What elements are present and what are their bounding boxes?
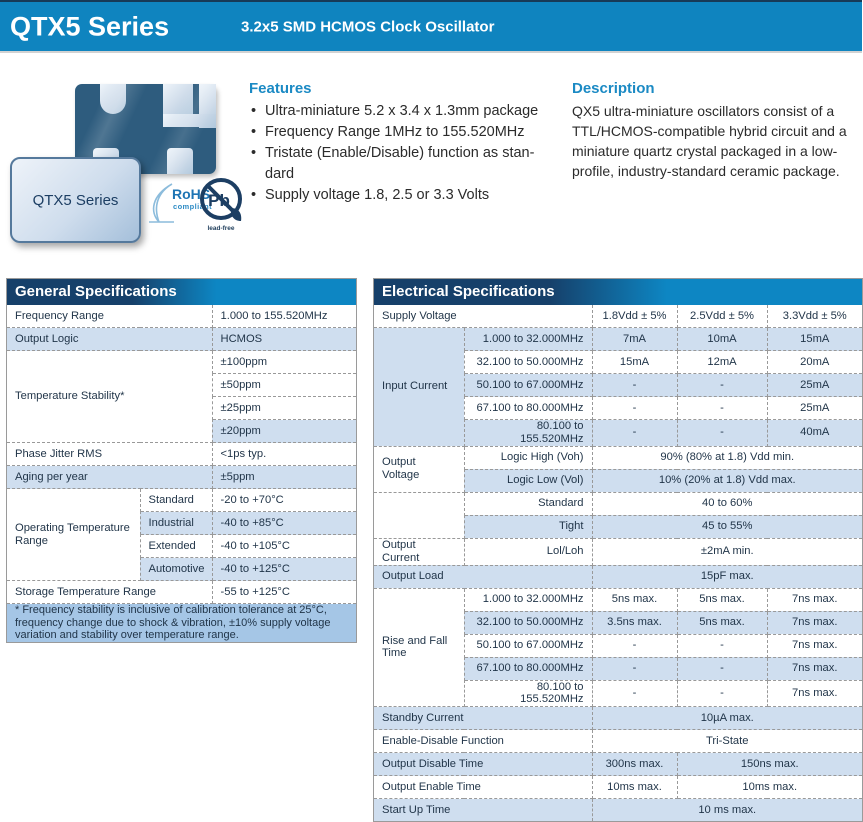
list-item [249,101,584,122]
general-specs-table [6,278,357,643]
list-item [249,122,584,143]
spec-sublabel: Standard [140,489,212,512]
spec-value: 5ns max. [677,588,767,611]
spec-row [7,604,356,642]
spec-value: 7ns max. [767,611,862,634]
spec-value: 40 to 60% [592,492,862,515]
feature-text: Ultra-miniature 5.2 x 3.4 x 1.3mm package [265,103,539,119]
spec-sublabel: 80.100 to 155.520MHz [464,420,592,447]
spec-value: ±2mA min. [592,538,862,565]
footnote: * Frequency stability is inclusive of calibration tolerance at 25°C, frequency change due to shock & vibration, ±10% supply voltage variation and stability over temperature range. [7,604,356,642]
header-banner [0,0,862,53]
electrical-specs [374,305,862,821]
spec-value: 7ns max. [767,680,862,707]
spec-row [374,588,862,611]
spec-row [7,581,356,604]
spec-value: - [677,374,767,397]
spec-value: 10µA max. [592,707,862,730]
product-label: QTX5 Series [32,191,119,209]
feature-text: Supply voltage 1.8, 2.5 or 3.3 Volts [265,187,490,203]
spec-value: 25mA [767,397,862,420]
description-text: QX5 ultra-miniature oscillators consist of a TTL/HCMOS-compatible hybrid circuit and a miniature quartz crystal packaged in a low-profile, industry-standard ceramic package. [572,103,847,179]
spec-value: -20 to +70°C [212,489,356,512]
feature-text: Tristate (Enable/Disable) function as stan- [265,145,535,161]
spec-value: -40 to +105°C [212,535,356,558]
spec-row [7,305,356,328]
spec-value: - [677,420,767,447]
spec-value: ±100ppm [212,351,356,374]
spec-row [374,565,862,588]
general-specs-header: General Specifications [7,279,356,305]
spec-sublabel: 50.100 to 67.000MHz [464,374,592,397]
spec-value: - [677,680,767,707]
page-subtitle: 3.2x5 SMD HCMOS Clock Oscillator [241,18,495,35]
spec-sublabel: Lol/Loh [464,538,592,565]
spec-sublabel: Industrial [140,512,212,535]
spec-sublabel: 1.000 to 32.000MHz [464,588,592,611]
spec-value: - [592,657,677,680]
spec-value: 40mA [767,420,862,447]
spec-sublabel: Automotive [140,558,212,581]
spec-row [7,328,356,351]
spec-label: Operating Temperature Range [7,489,140,581]
description-section [572,80,862,181]
spec-row [7,466,356,489]
spec-value: HCMOS [212,328,356,351]
spec-value: - [592,420,677,447]
spec-value: 15mA [592,351,677,374]
spec-label: Output Load [374,565,592,588]
spec-label: Output Disable Time [374,753,592,776]
spec-cell-empty [374,492,464,538]
spec-sublabel: 50.100 to 67.000MHz [464,634,592,657]
spec-value: 1.000 to 155.520MHz [212,305,356,328]
spec-label: Temperature Stability* [7,351,212,443]
description-heading: Description [572,80,655,97]
spec-row [374,305,862,328]
spec-row [374,538,862,565]
spec-label: Storage Temperature Range [7,581,212,604]
rohs-compliant-text: compliant [173,202,213,211]
column-header: 1.8Vdd ± 5% [592,305,677,328]
spec-value: 15mA [767,328,862,351]
spec-value: -40 to +125°C [212,558,356,581]
spec-value: 150ns max. [677,753,862,776]
spec-value: ±5ppm [212,466,356,489]
list-item [249,143,584,185]
spec-value: 10 ms max. [592,799,862,822]
spec-value: ±20ppm [212,420,356,443]
spec-row [374,707,862,730]
spec-row [374,446,862,469]
pb-free-logo [197,177,245,233]
spec-value: 25mA [767,374,862,397]
rohs-text: RoHS [172,186,211,202]
spec-value: 20mA [767,351,862,374]
spec-value: 7mA [592,328,677,351]
spec-label: Output Voltage [374,446,464,492]
spec-value: - [592,634,677,657]
spec-row [7,489,356,512]
feature-text-wrap: dard [265,166,295,182]
spec-label: Supply Voltage [374,305,592,328]
pb-free-caption: lead-free [207,225,235,232]
spec-value: -40 to +85°C [212,512,356,535]
spec-value: 5ns max. [677,611,767,634]
spec-label: Output Logic [7,328,212,351]
spec-row [374,799,862,822]
features-heading: Features [249,80,312,97]
spec-sublabel: Standard [464,492,592,515]
spec-sublabel: 80.100 to 155.520MHz [464,680,592,707]
spec-value: - [592,680,677,707]
spec-sublabel: 32.100 to 50.000MHz [464,611,592,634]
spec-value: 10% (20% at 1.8) Vdd max. [592,469,862,492]
spec-row [374,730,862,753]
spec-value: Tri-State [592,730,862,753]
spec-label: Phase Jitter RMS [7,443,212,466]
spec-label: Enable-Disable Function [374,730,592,753]
spec-value: 7ns max. [767,588,862,611]
spec-label: Output Enable Time [374,776,592,799]
spec-value: - [677,657,767,680]
spec-label: Input Current [374,328,464,447]
spec-sublabel: Logic High (Voh) [464,446,592,469]
electrical-specs-header: Electrical Specifications [374,279,862,305]
spec-label: Output Current [374,538,464,565]
oscillator-label-image [10,157,141,243]
spec-row [374,492,862,515]
list-item [249,185,584,206]
spec-row [7,443,356,466]
spec-value: - [592,397,677,420]
spec-value: 5ns max. [592,588,677,611]
spec-value: - [677,397,767,420]
feature-text: Frequency Range 1MHz to 155.520MHz [265,124,525,140]
spec-label: Frequency Range [7,305,212,328]
spec-value: 12mA [677,351,767,374]
spec-value: 7ns max. [767,657,862,680]
spec-value: - [677,634,767,657]
spec-value: ±25ppm [212,397,356,420]
electrical-specs-table [373,278,863,822]
spec-value: 45 to 55% [592,515,862,538]
page-title: QTX5 Series [10,11,170,41]
spec-label: Rise and Fall Time [374,588,464,707]
pb-free-icon [198,177,244,223]
spec-row [374,776,862,799]
spec-sublabel: 67.100 to 80.000MHz [464,397,592,420]
spec-value: 7ns max. [767,634,862,657]
spec-value: 15pF max. [592,565,862,588]
spec-value: ±50ppm [212,374,356,397]
spec-row [374,753,862,776]
spec-sublabel: 32.100 to 50.000MHz [464,351,592,374]
spec-value: 90% (80% at 1.8) Vdd min. [592,446,862,469]
spec-label: Aging per year [7,466,212,489]
svg-text:Pb: Pb [208,191,230,210]
spec-value: <1ps typ. [212,443,356,466]
column-header: 3.3Vdd ± 5% [767,305,862,328]
spec-row [374,328,862,351]
column-header: 2.5Vdd ± 5% [677,305,767,328]
spec-value: -55 to +125°C [212,581,356,604]
features-section [249,80,584,206]
spec-sublabel: Extended [140,535,212,558]
spec-sublabel: 1.000 to 32.000MHz [464,328,592,351]
spec-sublabel: Tight [464,515,592,538]
spec-sublabel: 67.100 to 80.000MHz [464,657,592,680]
spec-label: Standby Current [374,707,592,730]
spec-value: - [592,374,677,397]
spec-row [7,351,356,374]
spec-value: 300ns max. [592,753,677,776]
general-specs [7,305,356,642]
spec-value: 10ms max. [677,776,862,799]
spec-value: 10mA [677,328,767,351]
spec-value: 3.5ns max. [592,611,677,634]
spec-sublabel: Logic Low (Vol) [464,469,592,492]
spec-value: 10ms max. [592,776,677,799]
spec-label: Start Up Time [374,799,592,822]
